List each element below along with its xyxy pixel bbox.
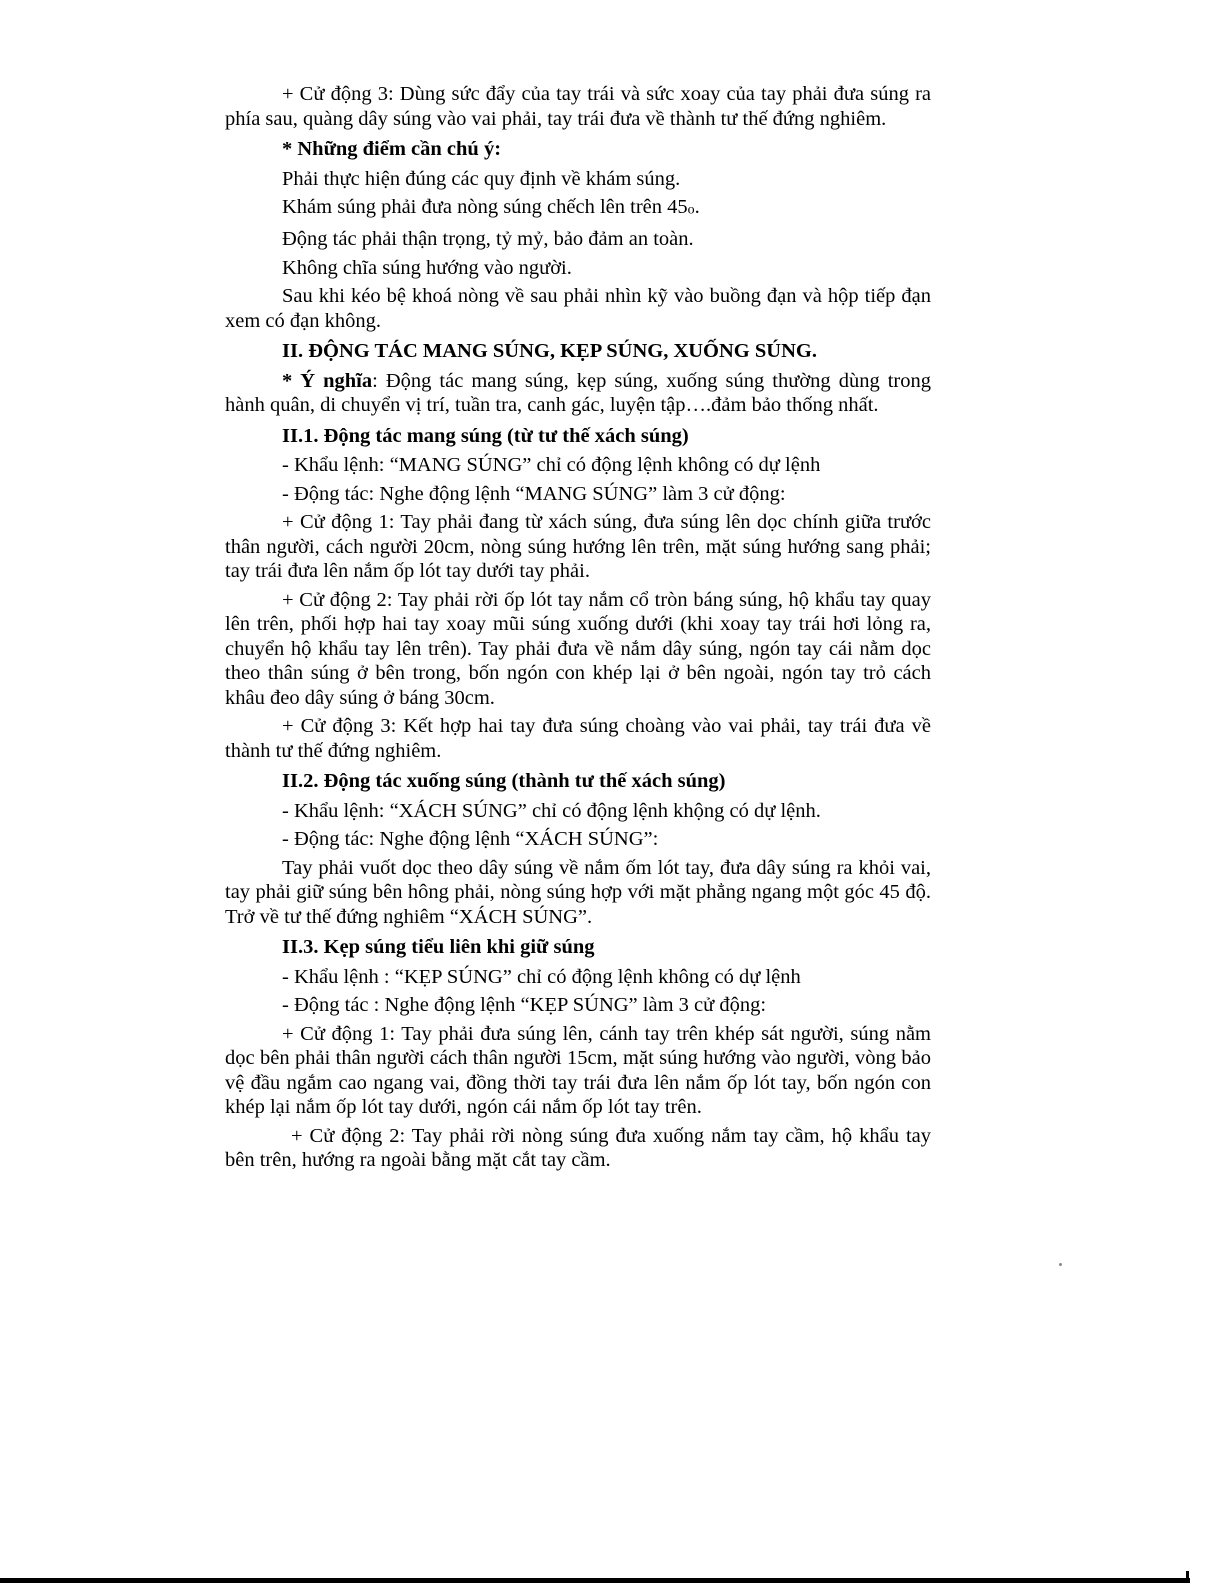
note-keo-be-khoa-nong: Sau khi kéo bệ khoá nòng về sau phải nhìn kỹ vào buồng đạn và hộp tiếp đạn xem có đạn không.: [225, 285, 931, 332]
para-ii2-dong-tac: Tay phải vuốt dọc theo dây súng về nắm ốm lót tay, đưa dây súng ra khỏi vai, tay phải giữ súng bên hông phải, nòng súng hợp với mặt phẳng ngang một góc 45 độ. Trở về tư thế đứng nghiêm “XÁCH SÚNG”.: [225, 856, 931, 928]
heading-ii-3-kep-sung: II.3. Kẹp súng tiểu liên khi giữ súng: [282, 936, 595, 959]
para-dong-tac-mang-sung: - Động tác: Nghe động lệnh “MANG SÚNG” làm 3 cử động:: [282, 482, 786, 505]
scan-edge-tick-artifact: [1186, 1571, 1189, 1583]
para-intro-cu-dong-3: + Cử động 3: Dùng sức đẩy của tay trái và sức xoay của tay phải đưa súng ra phía sau, quàng dây súng vào vai phải, tay trái đưa về thành tư thế đứng nghiêm.: [225, 83, 931, 130]
para-ii3-cu-dong-2: + Cử động 2: Tay phải rời nòng súng đưa xuống nắm tay cầm, hộ khẩu tay bên trên, hướng ra ngoài bằng mặt cắt tay cầm.: [225, 1124, 931, 1172]
scan-speck-artifact: [1059, 1263, 1062, 1266]
document-body: [225, 82, 931, 1177]
scan-edge-bar-artifact: [0, 1578, 1190, 1583]
para-khau-lenh-xach-sung: - Khẩu lệnh: “XÁCH SÚNG” chỉ có động lệnh khộng có dự lệnh.: [282, 799, 821, 822]
para-ii1-cu-dong-1: + Cử động 1: Tay phải đang từ xách súng, đưa súng lên dọc chính giữa trước thân người, cách người 20cm, nòng súng hướng lên trên, mặt súng hướng sang phải; tay trái đưa lên nắm ốp lót tay dưới tay phải.: [225, 511, 931, 583]
heading-ii-1-mang-sung: II.1. Động tác mang súng (từ tư thế xách súng): [282, 424, 689, 447]
note-than-trong-ty-my: Động tác phải thận trọng, tỷ mỷ, bảo đảm an toàn.: [282, 228, 694, 251]
heading-ii-2-xuong-sung: II.2. Động tác xuống súng (thành tư thế xách súng): [282, 770, 726, 793]
para-khau-lenh-mang-sung: - Khẩu lệnh: “MANG SÚNG” chỉ có động lệnh không có dự lệnh: [282, 454, 821, 477]
para-ii3-cu-dong-1: + Cử động 1: Tay phải đưa súng lên, cánh tay trên khép sát người, súng nằm dọc bên phải thân người cách thân người 15cm, mặt súng hướng vào người, vòng bảo vệ đầu ngắm cao ngang vai, đồng thời tay trái đưa lên nắm ốp lót tay, bốn ngón con khép lại nắm ốp lót tay dưới, ngón cái nắm ốp lót tay trên.: [225, 1022, 931, 1119]
note-nong-sung-chech-45: Khám súng phải đưa nòng súng chếch lên trên 45o.: [282, 196, 700, 218]
para-khau-lenh-kep-sung: - Khẩu lệnh : “KẸP SÚNG” chỉ có động lệnh không có dự lệnh: [282, 965, 801, 988]
para-y-nghia: * Ý nghĩa: Động tác mang súng, kẹp súng, xuống súng thường dùng trong hành quân, di chuyển vị trí, tuần tra, canh gác, luyện tập….đảm bảo thống nhất.: [225, 369, 931, 417]
para-dong-tac-xach-sung: - Động tác: Nghe động lệnh “XÁCH SÚNG”:: [282, 828, 659, 851]
heading-nhung-diem-can-chu-y: * Những điểm cần chú ý:: [282, 138, 502, 160]
heading-ii-dong-tac-mang-sung: II. ĐỘNG TÁC MANG SÚNG, KẸP SÚNG, XUỐNG SÚNG.: [282, 340, 817, 363]
para-ii1-cu-dong-3: + Cử động 3: Kết hợp hai tay đưa súng choàng vào vai phải, tay trái đưa về thành tư thế đứng nghiêm.: [225, 715, 931, 762]
note-khong-chia-sung: Không chĩa súng hướng vào người.: [282, 256, 572, 279]
para-ii1-cu-dong-2: + Cử động 2: Tay phải rời ốp lót tay nắm cổ tròn báng súng, hộ khẩu tay quay lên trên, phối hợp hai tay xoay mũi súng xuống dưới (khi xoay tay trái hơi lỏng ra, chuyển hộ khẩu tay lên trên). Tay phải đưa về nắm dây súng, ngón tay cái nằm dọc theo thân súng ở bên trong, bốn ngón con khép lại ở bên ngoài, ngón tay trỏ cách khâu đeo dây súng ở báng 30cm.: [225, 588, 931, 709]
note-kham-sung-quy-dinh: Phải thực hiện đúng các quy định về khám súng.: [282, 167, 681, 190]
para-dong-tac-kep-sung: - Động tác : Nghe động lệnh “KẸP SÚNG” làm 3 cử động:: [282, 994, 767, 1017]
